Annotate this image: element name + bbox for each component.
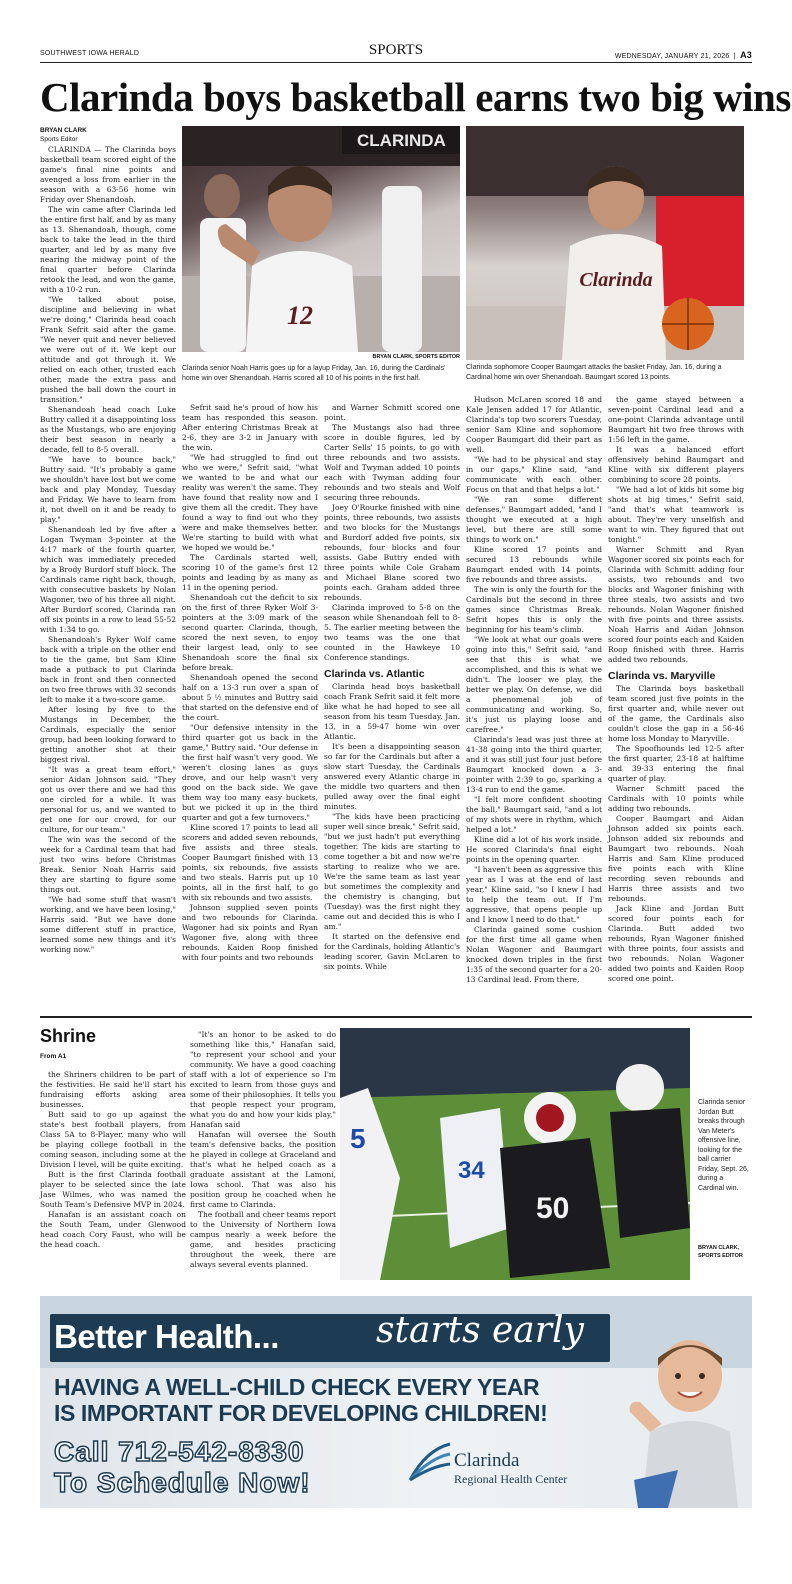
shrine1-paragraph: Hanafan is an assistant coach on the South Team, under Glenwood head coach Cory Faust, who will be the head coach. xyxy=(40,1210,186,1249)
col2-paragraph: "Our defensive intensity in the third quarter got us back in the game," Buttry said. "Our defense in the first half wasn't very good. We weren't closing lanes as guys drove, and our help wasn't very good on the back side. We gave them way too many easy buckets, but we picked it up in the third quarter and got a few turnovers." xyxy=(182,723,318,822)
col3b-paragraph: "The kids have been practicing super well since break," Sefrit said, "but we just hadn't put everything together. The kids are starting to come together a bit and now we're starting to realize who we are. We're the same team as last year but sometimes the complexity and the chemistry is changing, but (Tuesday) was the first night they came out and decided this is who I am." xyxy=(324,812,460,931)
ad-line-2: IS IMPORTANT FOR DEVELOPING CHILDREN! xyxy=(54,1400,548,1426)
col4-paragraph: The win is only the fourth for the Cardinals but the second in three games since Christmas Break. Sefrit hopes this is only the beginning for his team's climb. xyxy=(466,585,602,634)
ad-logo-sub: Regional Health Center xyxy=(454,1472,568,1486)
col1-paragraph: Shenandoah head coach Luke Buttry called it a disappointing loss as the Mustangs, who are enjoying their best season in nearly a decade, fell to 8-5 overall. xyxy=(40,405,176,454)
story-column-1 xyxy=(40,145,176,954)
shrine-headline: Shrine xyxy=(40,1026,97,1046)
folio-rule xyxy=(40,62,752,63)
ad-phone[interactable]: Call 712-542-8330 xyxy=(54,1436,305,1467)
col4-paragraph: Kline did a lot of his work inside. He scored Clarinda's final eight points in the opening quarter. xyxy=(466,835,602,864)
ad-schedule: To Schedule Now! xyxy=(54,1467,311,1498)
col4-paragraph: "We ran some different defenses," Baumgart added, "and I thought we executed at a high level, but there are still some things to work on." xyxy=(466,495,602,544)
date-folio: WEDNESDAY, JANUARY 21, 2026 | A3 xyxy=(614,50,752,60)
shrine1-paragraph: Butt is the first Clarinda football player to be selected since the late Jase Wilmes, who was named the South Team's Defensive MVP in 2024. xyxy=(40,1170,186,1209)
photo2-caption: Clarinda sophomore Cooper Baumgart attacks the basket Friday, Jan. 16, during a Cardinal home win over Shenandoah. Baumgart scored 13 points. xyxy=(466,364,722,381)
col3b-paragraph: Clarinda head boys basketball coach Frank Sefrit said it felt more like what he had hoped to see all season from his team Tuesday, Jan. 13, in a 59-47 home win over Atlantic. xyxy=(324,682,460,741)
col1-paragraph: "We had some stuff that wasn't working, and we have been losing," Harris said. "But we have done some different stuff in practice, learned some new things and it's working now." xyxy=(40,895,176,954)
col5b-paragraph: Warner Schmitt paced the Cardinals with 10 points while adding two rebounds. xyxy=(608,784,744,813)
col3b-paragraph: It's been a disappointing season so far for the Cardinals but after a slow start Tuesday, the Cardinals answered every Atlantic charge in the middle two quarters and then pulled away over the final eight minutes. xyxy=(324,742,460,811)
subhead-maryville: Clarinda vs. Maryville xyxy=(608,670,716,682)
col1-paragraph: "We talked about poise, discipline and believing in what we're doing," Clarinda head coach Frank Sefrit said after the game. "We never quit and never believed we were out of it. We kept our attitude and got through it. We relied on each other, trusted each other, made the extra pass and pushed the ball down the court in transition." xyxy=(40,295,176,404)
col3-paragraph: and Warner Schmitt scored one point. xyxy=(324,403,460,422)
col2-paragraph: Sefrit said he's proud of how his team has responded this season. After entering Christmas Break at 2-6, they are 3-2 in January with the win. xyxy=(182,403,318,452)
col1-paragraph: "We have to bounce back," Buttry said. "It's probably a game we shouldn't have lost but we come back and play Monday, Tuesday and Friday. We have to learn from it, not dwell on it and be ready to play." xyxy=(40,455,176,524)
ad-logo-name: Clarinda xyxy=(454,1450,520,1471)
col4-paragraph: Clarinda's lead was just three at 41-38 going into the third quarter, and it was still just four just before Baumgart knocked down a 3-pointer with 2:39 to go, sparking a 13-4 run to end the game. xyxy=(466,735,602,794)
ad-call[interactable] xyxy=(54,1436,311,1498)
photo3-number-right: 50 xyxy=(536,1192,570,1225)
ad-headline-a: Better Health... xyxy=(54,1318,279,1355)
col3-paragraph: The Mustangs also had three score in double figures, led by Carter Sells' 15 points, to go with three rebounds and two assists. Wolf and Twyman added 10 points each with Twyman adding four rebounds and two steals and Wolf securing three rebounds. xyxy=(324,423,460,502)
subhead-atlantic: Clarinda vs. Atlantic xyxy=(324,668,425,680)
col1-paragraph: "It was a great team effort," senior Aidan Johnson said. "They got us over there and we had this one circled for a while. It was personal for us, and we wanted to get one for our crowd, for our culture, for our team." xyxy=(40,765,176,834)
col5b-paragraph: Cooper Baumgart and Aidan Johnson added six points each. Johnson added six rebounds and Baumgart two rebounds. Noah Harris and Sam Kline produced five points each with Kline recording seven rebounds and Harris three assists and two rebounds. xyxy=(608,814,744,903)
photo1-number: 12 xyxy=(287,301,313,330)
photo2-jersey: Clarinda xyxy=(579,269,653,291)
shrine-column-2 xyxy=(190,1030,336,1290)
col3-paragraph: Joey O'Rourke finished with nine points, three rebounds, two assists and two blocks for the Mustangs and Burdorf added five points, six rebounds, four blocks and four assists. Gabe Buttry ended with three points while Cole Graham and Michael Blane scored two points each. Graham added three rebounds. xyxy=(324,503,460,602)
page-number: A3 xyxy=(740,50,752,60)
col2-paragraph: "We had struggled to find out who we were," Sefrit said, "what we wanted to be and what our reality was weren't the same. They have found that reality now and I give them all the credit. They have found a way to find out who they were and make themselves better. We're starting to build with what we hoped we would be." xyxy=(182,453,318,552)
byline xyxy=(40,126,176,144)
col4-paragraph: Kline scored 17 points and secured 13 rebounds while Baumgart ended with 14 points, five rebounds and three assists. xyxy=(466,545,602,584)
col4-paragraph: Hudson McLaren scored 18 and Kale Jensen added 17 for Atlantic, Clarinda's top two scorers Tuesday, senior Sam Kline and sophomore Cooper Baumgart did their part as well. xyxy=(466,395,602,454)
story-headline: Clarinda boys basketball earns two big wins xyxy=(40,74,791,120)
col1-paragraph: CLARINDA — The Clarinda boys basketball team scored eight of the game's final nine points and avenged a loss from earlier in the season with a 63-56 home win Friday over Shenandoah. xyxy=(40,145,176,204)
paper-name: SOUTHWEST IOWA HERALD xyxy=(40,50,140,57)
col1-paragraph: The win was the second of the week for a Cardinal team that had just two wins before Christmas Break. Senior Noah Harris said they are starting to figure some things out. xyxy=(40,835,176,894)
col5b-paragraph: The Spoofhounds led 12-5 after the first quarter, 23-18 at halftime and 39-33 entering the final quarter of play. xyxy=(608,744,744,783)
col2-paragraph: Shenandoah opened the second half on a 13-3 run over a span of about 5 ½ minutes and Buttry said that started on the defensive end of the court. xyxy=(182,673,319,722)
col1-paragraph: After losing by five to the Mustangs in December, the Cardinals, especially the senior group, had been looking forward to getting another shot at their biggest rival. xyxy=(40,705,176,764)
section-label: SPORTS xyxy=(368,42,424,58)
photo-cooper-baumgart-illustration xyxy=(466,126,744,360)
col4-paragraph: "I felt more confident shooting the ball," Baumgart said, "and a lot of my shots were in rhythm, which helped a lot." xyxy=(466,795,602,834)
photo3-caption: Clarinda senior Jordan Butt breaks through Van Meter's offensive line, looking for the ball carrier Friday, Sept. 26, during a Cardinal win. xyxy=(698,1099,749,1192)
col4-paragraph: "We had to be physical and stay in our gaps," Kline said, "and communicate with each other. Focus on that and that helps a lot." xyxy=(466,455,602,494)
col2-paragraph: The Cardinals started well, scoring 10 of the game's first 12 points and leading by as many as 11 in the opening period. xyxy=(182,553,318,592)
shrine1-paragraph: the Shriners children to be part of the festivities. He said he'll start his fundraising efforts asking area businesses. xyxy=(40,1070,186,1109)
photo1-credit: BRYAN CLARK, SPORTS EDITOR xyxy=(372,354,460,360)
shrine2-paragraph: The football and cheer teams report to the University of Northern Iowa campus nearly a week before the game, and besides practicing throughout the week, there are always several events planned. xyxy=(190,1210,336,1269)
photo3-number-left: 5 xyxy=(350,1123,366,1154)
photo-jordan-butt-illustration xyxy=(340,1028,690,1280)
byline-name: BRYAN CLARK xyxy=(40,127,87,134)
photo-noah-harris-illustration xyxy=(182,126,460,352)
col5-paragraph: the game stayed between a seven-point Cardinal lead and a one-point Clarinda advantage until Baumgart hit two free throws with 1:56 left in the game. xyxy=(608,395,744,444)
col2-paragraph: Shenandoah cut the deficit to six on the first of three Ryker Wolf 3-pointers at the 3:09 mark of the second quarter. Clarinda, though, scored the next seven, to enjoy their largest lead, only to see Shenandoah score the final six before break. xyxy=(182,593,318,672)
ad-logo-icon xyxy=(408,1440,432,1484)
photo1-caption: Clarinda senior Noah Harris goes up for a layup Friday, Jan. 16, during the Cardinals' home win over Shenandoah. Harris scored all 10 of his points in the first half. xyxy=(182,365,446,382)
ad-logo xyxy=(454,1450,567,1487)
photo3-number-mid: 34 xyxy=(458,1157,485,1184)
byline-title: Sports Editor xyxy=(40,136,78,143)
photo-noah-harris xyxy=(182,126,460,352)
shrine2-paragraph: "It's an honor to be asked to do something like this," Hanafan said, "to represent your school and your community. We have a good coaching staff with a lot of experience so I'm excited to learn from those guys and some of their philosophies. It tells you that people respect your program, what you do and how your kids play," Hanafan said xyxy=(190,1030,336,1129)
photo-jordan-butt xyxy=(340,1028,690,1280)
issue-date: WEDNESDAY, JANUARY 21, 2026 xyxy=(614,53,730,60)
shrine-jump: From A1 xyxy=(40,1053,67,1060)
col5b-paragraph: The Clarinda boys basketball team scored just five points in the first quarter and, while never out of the game, the Cardinals also couldn't close the gap in a 56-46 home loss Monday to Maryville. xyxy=(608,684,744,743)
photo3-credit: BRYAN CLARK, SPORTS EDITOR xyxy=(698,1245,743,1259)
col2-paragraph: Johnson supplied seven points and two rebounds for Clarinda. Wagoner had six points and Ryan Wagoner five, along with three rebounds. Kaiden Roop finished with four points and two rebounds xyxy=(182,903,318,962)
story-column-5 xyxy=(608,395,744,983)
col1-paragraph: Shenandoah led by five after a Logan Twyman 3-pointer at the 4:17 mark of the fourth quarter, which was immediately preceded by a Brody Burdorf stuff block. The Cardinals came right back, though, with consecutive baskets by Nolan Wagoner, two of his three all night. After Burdorf scored, Clarinda ran off six points in a row to lead 55-52 with 1:34 to go. xyxy=(40,525,176,634)
health-center-ad[interactable] xyxy=(40,1296,752,1508)
ad-child-photo xyxy=(628,1320,752,1508)
col5-paragraph: "We had a lot of kids hit some big shots at big times," Sefrit said, "and that's what teamwork is about. They're very unselfish and want to win. They figured that out tonight." xyxy=(608,485,744,544)
col1-paragraph: The win came after Clarinda led the entire first half, and by as many as 13. Shenandoah, though, come back to take the lead in the third quarter, and led by as many five nearing the midway point of the final quarter before Clarinda retook the lead, and won the game, with a 10-2 run. xyxy=(40,205,176,294)
col3-paragraph: Clarinda improved to 5-8 on the season while Shenandoah fell to 8-5. The earlier meeting between the two teams was the one that counted in the Hawkeye 10 Conference standings. xyxy=(324,603,460,662)
story-column-4 xyxy=(466,395,603,984)
photo-cooper-baumgart xyxy=(466,126,744,360)
col4-paragraph: "We look at what our goals were going into this," Sefrit said, "and see that this is what we accomplished, and this is what we didn't. The looser we play, the better we play. On defense, we did a phenomenal job of communicating and working. So, it's just us playing loose and carefree." xyxy=(466,635,602,734)
story-column-2 xyxy=(182,403,319,962)
col5-paragraph: It was a balanced effort offensively behind Baumgart and Kline with six different players combining to score 28 points. xyxy=(608,445,744,484)
col4-paragraph: Clarinda gained some cushion for the first time all game when Nolan Wagoner and Baumgart knocked down triples in the first 1:35 of the second quarter for a 20-13 Cardinal lead. From there, xyxy=(466,925,602,984)
shrine-column-1 xyxy=(40,1070,186,1290)
col3b-paragraph: It started on the defensive end for the Cardinals, holding Atlantic's leading scorer, Gavin McLaren to six points. While xyxy=(324,932,460,971)
col1-paragraph: Shenandoah's Ryker Wolf came back with a triple on the other end to tie the game, but Sam Kline made a putback to put Clarinda back in front and then connected on two free throws with 32 seconds left to make it a two-score game. xyxy=(40,635,176,704)
shrine2-paragraph: Hanafan will oversee the South team's defensive backs, the position he played in college at Graceland and that's what he helped coach as a graduate assistant at the Lamoni, Iowa school. That was also his position group he coached when he first came to Clarinda. xyxy=(190,1130,336,1209)
photo1-banner: CLARINDA xyxy=(357,131,446,150)
col5b-paragraph: Jack Kline and Jordan Butt scored four points each for Clarinda. Butt added two rebounds, Ryan Wagoner finished with three points, four assists and two rebounds. Nolan Wagoner added two points and Kaiden Roop scored one point. xyxy=(608,904,744,983)
ad-message xyxy=(54,1374,547,1426)
story-column-3 xyxy=(324,403,460,971)
col2-paragraph: Kline scored 17 points to lead all scorers and added seven rebounds, five assists and three steals. Cooper Baumgart finished with 13 points, six rebounds, five assists and two steals. Harris put up 10 points, all in the first half, to go with six rebounds and two assists. xyxy=(182,823,318,902)
col4-paragraph: "I haven't been as aggressive this year as I was at the end of last year," Kline said, "so I knew I had to help the team out. If I'm aggressive, that opens people up and I know I need to do that." xyxy=(466,865,603,924)
ad-headline-b: starts early xyxy=(376,1310,584,1351)
shrine1-paragraph: Butt said to go up against the state's best football players, from Class 5A to 8-Player, many who will be playing college football in the coming season, including some at the Division I level, will be quite exciting. xyxy=(40,1110,186,1169)
col5-paragraph: Warner Schmitt and Ryan Wagoner scored six points each for Clarinda with Schmitt adding four assists, two rebounds and two blocks and Wagoner finishing with three steals, two assists and two rebounds. Nolan Wagoner finished with five points and three assists. Noah Harris and Aidan Johnson scored four points each and Kaiden Roop finished with three. Harris added two rebounds. xyxy=(608,545,744,664)
section-divider xyxy=(40,1016,752,1018)
ad-line-1: HAVING A WELL-CHILD CHECK EVERY YEAR xyxy=(54,1374,540,1400)
